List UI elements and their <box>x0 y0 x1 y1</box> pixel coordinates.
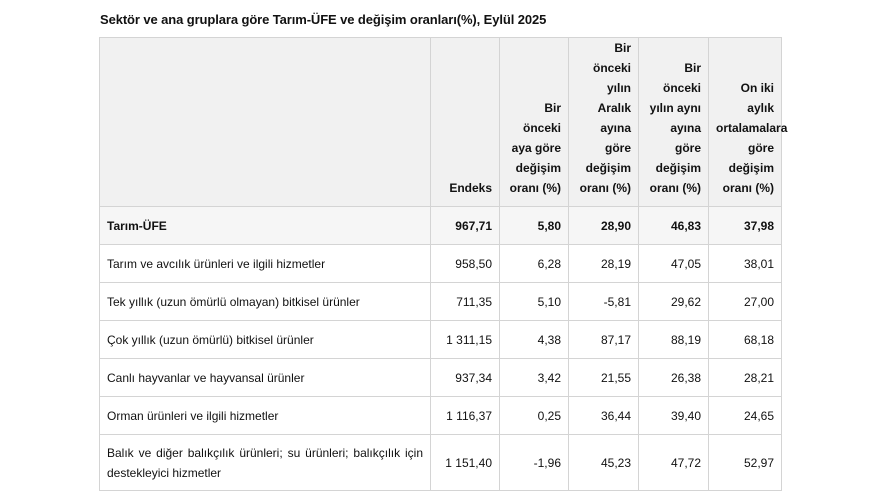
cell-december: 21,55 <box>569 359 639 397</box>
cell-annual: 88,19 <box>639 321 709 359</box>
cell-monthly: -1,96 <box>500 435 569 491</box>
table-row <box>100 321 782 359</box>
header-row <box>100 38 782 207</box>
cell-endeks: 967,71 <box>431 207 500 245</box>
data-table <box>99 37 788 491</box>
cell-december: 28,90 <box>569 207 639 245</box>
cell-december: 87,17 <box>569 321 639 359</box>
row-label: Tarım ve avcılık ürünleri ve ilgili hizmetler <box>100 245 431 283</box>
cell-endeks: 1 151,40 <box>431 435 500 491</box>
row-label-text: Balık ve diğer balıkçılık ürünleri; su ürünleri; balıkçılık için destekleyici hizmetler <box>107 445 423 480</box>
cell-monthly: 6,28 <box>500 245 569 283</box>
header-average-change: On iki aylık ortalamalara göre değişim oranı (%) <box>709 38 782 207</box>
cell-average: 52,97 <box>709 435 782 491</box>
cell-december: 45,23 <box>569 435 639 491</box>
cell-average: 37,98 <box>709 207 782 245</box>
row-label: Tek yıllık (uzun ömürlü olmayan) bitkisel ürünler <box>100 283 431 321</box>
cell-endeks: 937,34 <box>431 359 500 397</box>
cell-monthly: 3,42 <box>500 359 569 397</box>
cell-endeks: 711,35 <box>431 283 500 321</box>
cell-monthly: 4,38 <box>500 321 569 359</box>
cell-monthly: 5,10 <box>500 283 569 321</box>
row-label: Canlı hayvanlar ve hayvansal ürünler <box>100 359 431 397</box>
row-label: Çok yıllık (uzun ömürlü) bitkisel ürünler <box>100 321 431 359</box>
cell-endeks: 1 311,15 <box>431 321 500 359</box>
cell-average: 27,00 <box>709 283 782 321</box>
cell-annual: 39,40 <box>639 397 709 435</box>
header-december-change: Bir önceki yılın Aralık ayına göre değişim oranı (%) <box>569 38 639 207</box>
cell-annual: 46,83 <box>639 207 709 245</box>
table-row <box>100 435 782 491</box>
header-label <box>100 38 431 207</box>
cell-annual: 26,38 <box>639 359 709 397</box>
cell-annual: 29,62 <box>639 283 709 321</box>
cell-average: 38,01 <box>709 245 782 283</box>
header-annual-change: Bir önceki yılın aynı ayına göre değişim oranı (%) <box>639 38 709 207</box>
table-row <box>100 397 782 435</box>
cell-average: 68,18 <box>709 321 782 359</box>
cell-monthly: 5,80 <box>500 207 569 245</box>
cell-december: 28,19 <box>569 245 639 283</box>
table-row <box>100 359 782 397</box>
cell-annual: 47,72 <box>639 435 709 491</box>
row-label: Tarım-ÜFE <box>100 207 431 245</box>
cell-average: 28,21 <box>709 359 782 397</box>
cell-average: 24,65 <box>709 397 782 435</box>
table-row <box>100 283 782 321</box>
cell-annual: 47,05 <box>639 245 709 283</box>
table-row <box>100 207 782 245</box>
cell-endeks: 1 116,37 <box>431 397 500 435</box>
header-endeks: Endeks <box>431 38 500 207</box>
cell-december: 36,44 <box>569 397 639 435</box>
row-label: Orman ürünleri ve ilgili hizmetler <box>100 397 431 435</box>
cell-december: -5,81 <box>569 283 639 321</box>
table-row <box>100 245 782 283</box>
table-title: Sektör ve ana gruplara göre Tarım-ÜFE ve değişim oranları(%), Eylül 2025 <box>100 12 547 27</box>
row-label <box>100 435 431 491</box>
cell-endeks: 958,50 <box>431 245 500 283</box>
cell-monthly: 0,25 <box>500 397 569 435</box>
header-monthly-change: Bir önceki aya göre değişim oranı (%) <box>500 38 569 207</box>
